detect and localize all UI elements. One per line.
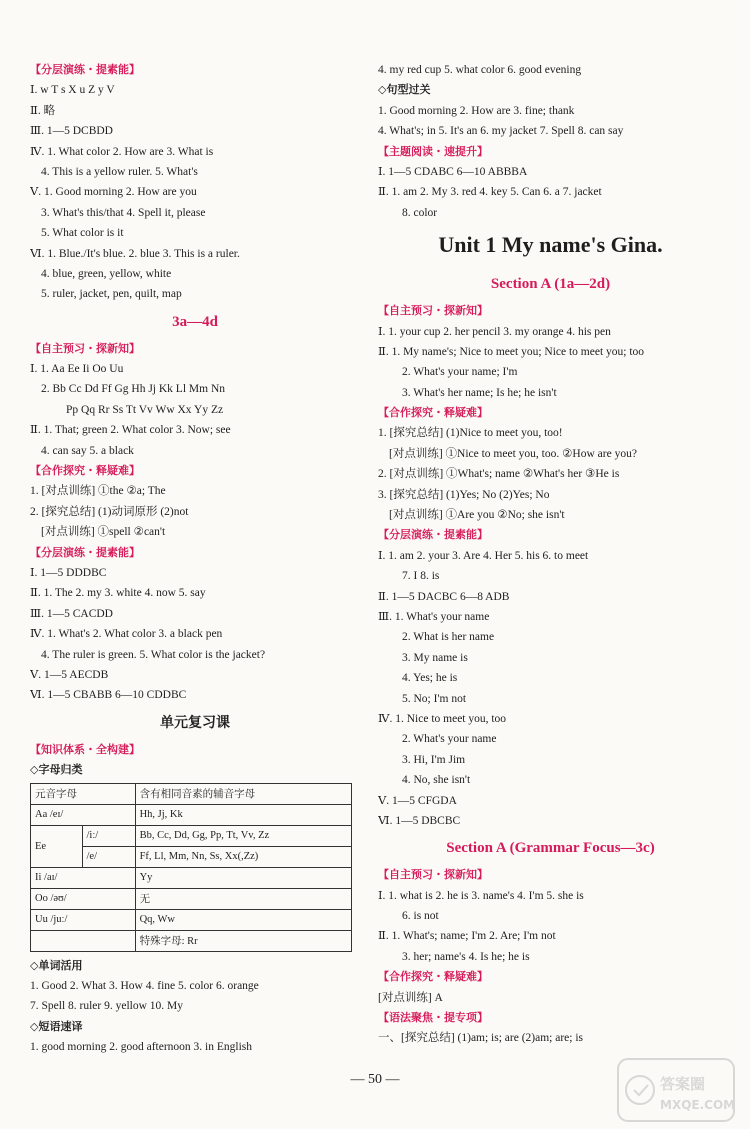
subsection-heading: ◇字母归类 bbox=[30, 763, 83, 777]
table-row bbox=[31, 930, 352, 951]
answer-line: 4. No, she isn't bbox=[402, 774, 471, 787]
table-cell: Oo /əʊ/ bbox=[31, 888, 136, 909]
answer-line: Ⅴ. 1. Good morning 2. How are you bbox=[30, 186, 197, 199]
table-cell: 特殊字母: Rr bbox=[135, 930, 351, 951]
answer-line: Ⅱ. 1. That; green 2. What color 3. Now; see bbox=[30, 424, 231, 437]
answer-line: Ⅴ. 1—5 CFGDA bbox=[378, 794, 457, 807]
table-cell: Ii /aɪ/ bbox=[31, 867, 136, 888]
lesson-title: Section A (1a—2d) bbox=[490, 276, 611, 293]
section-heading: 【自主预习・探新知】 bbox=[378, 304, 488, 318]
answer-line: Ⅰ. 1. your cup 2. her pencil 3. my orange 4. his pen bbox=[378, 325, 611, 338]
answer-line: Pp Qq Rr Ss Tt Vv Ww Xx Yy Zz bbox=[66, 403, 224, 416]
answer-line: Ⅳ. 1. What color 2. How are 3. What is bbox=[30, 145, 214, 158]
page-number: — 50 — bbox=[350, 1072, 400, 1087]
answer-line: 4. blue, green, yellow, white bbox=[41, 267, 172, 280]
section-heading: 【合作探究・释疑难】 bbox=[378, 406, 488, 420]
section-heading: 【自主预习・探新知】 bbox=[378, 868, 488, 882]
answer-line: 4. What's; in 5. It's an 6. my jacket 7. Spell 8. can say bbox=[378, 125, 624, 138]
answer-line: 2. What's your name bbox=[402, 733, 497, 746]
subsection-heading: ◇句型过关 bbox=[378, 83, 431, 97]
table-cell: /iː/ bbox=[82, 825, 135, 846]
section-heading: 【分层演练・提素能】 bbox=[30, 63, 140, 76]
letter-classification-table bbox=[30, 783, 352, 952]
answer-line: 1. [探究总结] (1)Nice to meet you, too! bbox=[378, 427, 563, 440]
subsection-heading: ◇短语速译 bbox=[30, 1019, 83, 1033]
answer-line: 3. What's her name; Is he; he isn't bbox=[402, 386, 557, 399]
answer-line: 2. [探究总结] (1)动词原形 (2)not bbox=[30, 505, 189, 518]
answer-line: 7. I 8. is bbox=[402, 570, 440, 583]
table-cell: Uu /juː/ bbox=[31, 909, 136, 930]
answer-line: 7. Spell 8. ruler 9. yellow 10. My bbox=[30, 1000, 183, 1013]
table-row bbox=[31, 909, 352, 930]
table-cell: Qq, Ww bbox=[135, 909, 351, 930]
answer-line: 8. color bbox=[402, 206, 438, 219]
review-title: 单元复习课 bbox=[160, 714, 230, 731]
section-heading: 【主题阅读・速提升】 bbox=[378, 144, 488, 158]
answer-line: Ⅱ. 1. What's; name; I'm 2. Are; I'm not bbox=[378, 930, 556, 943]
answer-line: 1. Good morning 2. How are 3. fine; thank bbox=[378, 104, 575, 117]
answer-line: 3. Hi, I'm Jim bbox=[402, 753, 466, 766]
table-header-cell: 含有相同音素的辅音字母 bbox=[135, 783, 351, 804]
left-column bbox=[30, 60, 360, 1057]
answer-line: 2. What's your name; I'm bbox=[402, 366, 518, 379]
answer-line: 4. can say 5. a black bbox=[41, 444, 134, 457]
answer-line: Ⅵ. 1—5 CBABB 6—10 CDDBC bbox=[30, 689, 187, 702]
answer-line: [对点训练] ①Nice to meet you, too. ②How are you? bbox=[389, 447, 637, 460]
answer-line: 3. What's this/that 4. Spell it, please bbox=[41, 206, 206, 219]
answer-line: Ⅰ. 1—5 DDDBC bbox=[30, 566, 107, 579]
table-cell: Ee bbox=[31, 825, 83, 867]
right-column bbox=[378, 60, 723, 1049]
table-cell: Bb, Cc, Dd, Gg, Pp, Tt, Vv, Zz bbox=[135, 825, 351, 846]
answer-line: Ⅰ. 1. am 2. your 3. Are 4. Her 5. his 6. to meet bbox=[378, 549, 589, 562]
answer-line: 一、[探究总结] (1)am; is; are (2)am; are; is bbox=[378, 1032, 584, 1045]
answer-line: [对点训练] A bbox=[378, 991, 443, 1004]
answer-line: 4. my red cup 5. what color 6. good evening bbox=[378, 64, 582, 76]
answer-line: [对点训练] ①spell ②can't bbox=[41, 526, 166, 539]
table-row bbox=[31, 867, 352, 888]
answer-line: 2. What is her name bbox=[402, 631, 495, 644]
table-cell: Ff, Ll, Mm, Nn, Ss, Xx(,Zz) bbox=[135, 846, 351, 867]
table-cell bbox=[31, 930, 136, 951]
section-heading: 【合作探究・释疑难】 bbox=[30, 464, 140, 478]
section-heading: 【知识体系・全构建】 bbox=[30, 742, 140, 756]
answer-line: Ⅱ. 1. My name's; Nice to meet you; Nice to meet you; too bbox=[378, 345, 645, 358]
answer-line: Ⅰ. 1. Aa Ee Ii Oo Uu bbox=[30, 363, 124, 376]
table-row bbox=[31, 825, 352, 846]
answer-line: 1. good morning 2. good afternoon 3. in English bbox=[30, 1041, 252, 1054]
table-cell: Hh, Jj, Kk bbox=[135, 804, 351, 825]
answer-line: 5. What color is it bbox=[41, 227, 124, 240]
answer-line: 4. This is a yellow ruler. 5. What's bbox=[41, 165, 198, 178]
answer-line: Ⅲ. 1. What's your name bbox=[378, 610, 490, 623]
answer-line: 6. is not bbox=[402, 910, 439, 923]
subsection-heading: ◇单词活用 bbox=[30, 958, 83, 972]
answer-line: Ⅵ. 1—5 DBCBC bbox=[378, 814, 461, 827]
section-heading: 【分层演练・提素能】 bbox=[378, 528, 488, 542]
watermark-logo bbox=[616, 1057, 736, 1123]
answer-line: 1. [对点训练] ①the ②a; The bbox=[30, 485, 166, 498]
answer-line: 4. Yes; he is bbox=[402, 672, 458, 685]
svg-text:MXQE.COM: MXQE.COM bbox=[660, 1098, 736, 1112]
answer-line: 5. No; I'm not bbox=[402, 692, 467, 705]
lesson-title: Section A (Grammar Focus—3c) bbox=[446, 840, 655, 857]
lesson-title: 3a—4d bbox=[172, 313, 218, 330]
answer-line: Ⅰ. 1—5 CDABC 6—10 ABBBA bbox=[378, 165, 528, 178]
table-header-cell: 元音字母 bbox=[31, 783, 136, 804]
answer-line: Ⅰ. 1. what is 2. he is 3. name's 4. I'm 5. she is bbox=[378, 889, 584, 902]
answer-line: 3. her; name's 4. Is he; he is bbox=[402, 950, 530, 963]
answer-line: Ⅵ. 1. Blue./It's blue. 2. blue 3. This is a ruler. bbox=[30, 247, 240, 260]
answer-line: [对点训练] ①Are you ②No; she isn't bbox=[389, 509, 565, 522]
answer-line: 3. My name is bbox=[402, 651, 468, 664]
table-row bbox=[31, 804, 352, 825]
answer-line: 2. [对点训练] ①What's; name ②What's her ③He is bbox=[378, 468, 620, 481]
answer-line: Ⅱ. 略 bbox=[30, 104, 56, 117]
answer-line: Ⅲ. 1—5 DCBDD bbox=[30, 125, 113, 138]
answer-line: Ⅲ. 1—5 CACDD bbox=[30, 607, 113, 620]
answer-line: 4. The ruler is green. 5. What color is the jacket? bbox=[41, 648, 266, 661]
unit-title: Unit 1 My name's Gina. bbox=[438, 232, 663, 258]
table-cell: /e/ bbox=[82, 846, 135, 867]
table-cell: Yy bbox=[135, 867, 351, 888]
section-heading: 【自主预习・探新知】 bbox=[30, 341, 140, 355]
answer-line: Ⅳ. 1. What's 2. What color 3. a black pen bbox=[30, 628, 223, 641]
section-heading: 【分层演练・提素能】 bbox=[30, 545, 140, 559]
svg-text:答案圈: 答案圈 bbox=[660, 1075, 706, 1093]
answer-line: 2. Bb Cc Dd Ff Gg Hh Jj Kk Ll Mm Nn bbox=[41, 383, 226, 396]
answer-line: Ⅳ. 1. Nice to meet you, too bbox=[378, 712, 507, 725]
answer-line: 5. ruler, jacket, pen, quilt, map bbox=[41, 288, 182, 301]
answer-line: Ⅰ. w T s X u Z y V bbox=[30, 84, 115, 97]
section-heading: 【合作探究・释疑难】 bbox=[378, 970, 488, 984]
answer-line: 1. Good 2. What 3. How 4. fine 5. color 6. orange bbox=[30, 979, 259, 992]
section-heading: 【语法聚焦・提专项】 bbox=[378, 1011, 488, 1025]
table-row bbox=[31, 888, 352, 909]
answer-line: Ⅱ. 1—5 DACBC 6—8 ADB bbox=[378, 590, 510, 603]
table-cell: Aa /eɪ/ bbox=[31, 804, 136, 825]
answer-line: 3. [探究总结] (1)Yes; No (2)Yes; No bbox=[378, 488, 550, 501]
table-cell: 无 bbox=[135, 888, 351, 909]
answer-line: Ⅱ. 1. The 2. my 3. white 4. now 5. say bbox=[30, 587, 206, 600]
answer-line: Ⅱ. 1. am 2. My 3. red 4. key 5. Can 6. a 7. jacket bbox=[378, 186, 602, 199]
answer-line: Ⅴ. 1—5 AECDB bbox=[30, 668, 109, 681]
